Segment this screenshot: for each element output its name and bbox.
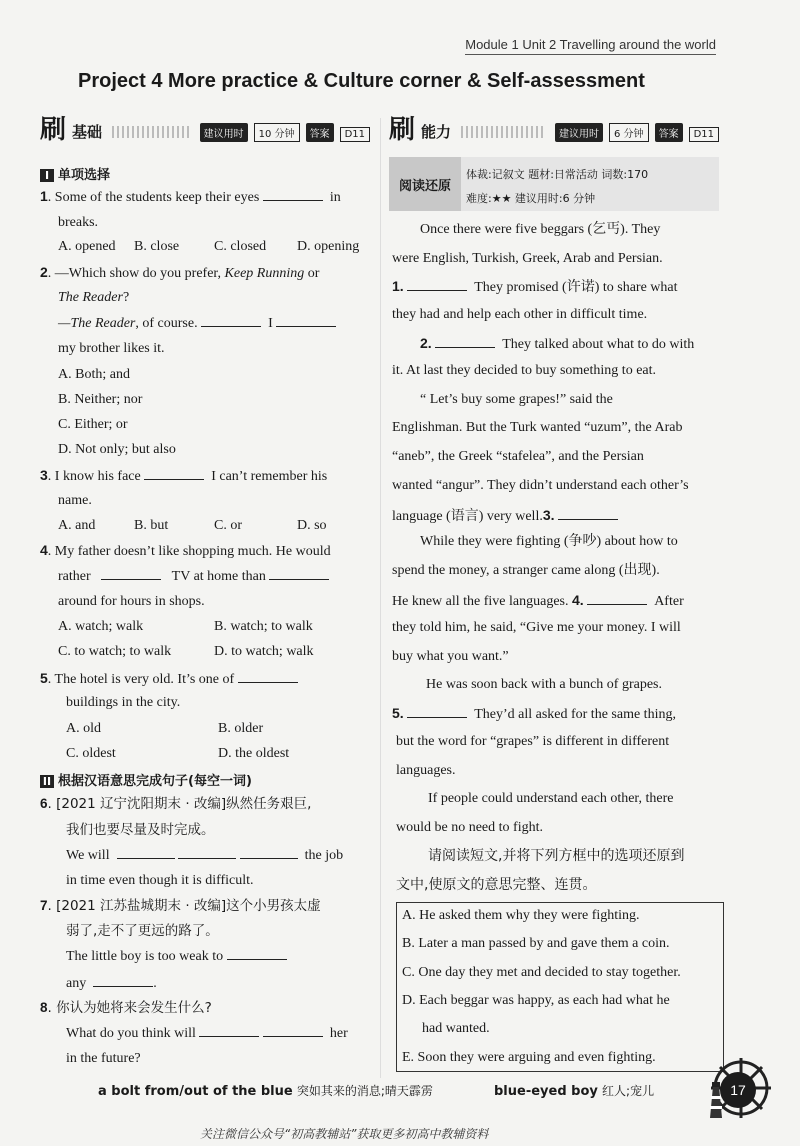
answer-value: D11 — [689, 127, 719, 142]
passage-line: 5. They’d all asked for the same thing, — [392, 705, 676, 722]
info-line: 难度:★★ 建议用时:6 分钟 — [466, 192, 596, 205]
option-c: C. One day they met and decided to stay together. — [402, 965, 681, 980]
answer-value: D11 — [340, 127, 370, 142]
question-text: rather TV at home than — [58, 567, 329, 586]
question-text: in the future? — [66, 1051, 141, 1066]
answer-blank[interactable] — [276, 314, 336, 327]
option: C. Either; or — [58, 417, 128, 432]
answer-blank[interactable] — [587, 592, 647, 605]
section-header-basic — [40, 115, 370, 145]
passage-line: “ Let’s buy some grapes!” said the — [420, 392, 613, 407]
question-text: 弱了,走不了更远的路了。 — [66, 923, 219, 939]
option: A. watch; walk — [58, 619, 144, 634]
option: C. or — [214, 518, 242, 533]
question-3: 3. I know his face I can’t remember his — [40, 467, 328, 484]
question-text: breaks. — [58, 215, 99, 230]
question-1: 1. Some of the students keep their eyes in — [40, 188, 341, 205]
answer-tag: 答案 — [655, 123, 683, 142]
section-sub: 能力 — [421, 123, 452, 141]
time-value: 10 分钟 — [254, 123, 300, 142]
question-text: The Reader? — [58, 290, 130, 305]
option: B. close — [134, 239, 180, 254]
passage-line: but the word for “grapes” is different in different — [396, 734, 670, 749]
question-text: The little boy is too weak to — [66, 947, 287, 966]
question-8: 8. 你认为她将来会发生什么? — [40, 1000, 212, 1016]
options-box — [396, 902, 724, 1072]
passage-line: “aneb”, the Greek “stafelea”, and the Persian — [392, 449, 644, 464]
option: D. so — [297, 518, 327, 533]
option: B. older — [218, 721, 264, 736]
page-title: Project 4 More practice & Culture corner & Self-assessment — [78, 70, 645, 92]
option: B. but — [134, 518, 169, 533]
answer-blank[interactable] — [93, 974, 153, 987]
answer-blank[interactable] — [240, 846, 298, 859]
passage-line: spend the money, a stranger came along (出现). — [392, 563, 660, 578]
question-text: any . — [66, 976, 157, 991]
question-text: around for hours in shops. — [58, 594, 205, 609]
answer-blank[interactable] — [435, 335, 495, 348]
instruction-line: 文中,使原文的意思完整、连贯。 — [396, 877, 597, 893]
option: A. and — [58, 518, 96, 533]
answer-blank[interactable] — [199, 1024, 259, 1037]
option-d-cont: had wanted. — [422, 1021, 490, 1036]
question-text: —The Reader, of course. I — [58, 314, 336, 333]
passage-line: Once there were five beggars (乞丐). They — [420, 222, 661, 237]
option: C. to watch; to walk — [58, 644, 172, 659]
question-text: name. — [58, 493, 92, 508]
passage-line: it. At last they decided to buy something to eat. — [392, 363, 657, 378]
section-header-ability — [389, 115, 719, 145]
question-text: What do you think will her — [66, 1026, 348, 1041]
option-e: E. Soon they were arguing and even fighting. — [402, 1050, 656, 1065]
option: D. to watch; walk — [214, 644, 314, 659]
passage-line: were English, Turkish, Greek, Arab and Persian. — [392, 251, 663, 266]
running-header: Module 1 Unit 2 Travelling around the world — [465, 37, 716, 55]
info-line: 体裁:记叙文 题材:日常活动 词数:170 — [466, 168, 649, 181]
question-text: We will the job — [66, 848, 344, 863]
question-4: 4. My father doesn’t like shopping much. He would — [40, 542, 331, 559]
dotted-rule — [461, 126, 545, 138]
question-text: in time even though it is difficult. — [66, 873, 254, 888]
question-text: 我们也要尽量及时完成。 — [66, 822, 215, 838]
idiom-1: a bolt from/out of the blue 突如其来的消息;晴天霹雳 — [98, 1084, 433, 1099]
watermark: 关注微信公众号“初高教辅站”获取更多初高中教辅资料 — [200, 1127, 489, 1141]
passage-line: wanted “angur”. They didn’t understand each other’s — [392, 478, 689, 493]
section-shua: 刷 — [40, 115, 67, 145]
option: D. the oldest — [218, 746, 290, 761]
question-7: 7. [2021 江苏盐城期末 · 改编]这个小男孩太虚 — [40, 898, 321, 914]
question-text: buildings in the city. — [66, 695, 181, 710]
time-value: 6 分钟 — [609, 123, 649, 142]
passage-line: He knew all the five languages. 4. After — [392, 592, 684, 609]
option: B. Neither; nor — [58, 392, 143, 407]
section-shua: 刷 — [389, 115, 416, 145]
passage-line: If people could understand each other, there — [428, 791, 674, 806]
option: A. Both; and — [58, 367, 130, 382]
page-number: 17 — [720, 1072, 756, 1108]
info-label: 阅读还原 — [389, 157, 461, 211]
option: C. oldest — [66, 746, 116, 761]
passage-line: would be no need to fight. — [396, 820, 543, 835]
answer-blank[interactable] — [269, 567, 329, 580]
option: C. closed — [214, 239, 267, 254]
answer-blank[interactable] — [558, 507, 618, 520]
passage-line: While they were fighting (争吵) about how to — [420, 534, 678, 549]
idiom-2: blue-eyed boy 红人;宠儿 — [494, 1084, 655, 1099]
answer-blank[interactable] — [263, 188, 323, 201]
option-a: A. He asked them why they were fighting. — [402, 908, 640, 923]
time-tag: 建议用时 — [555, 123, 603, 142]
question-6: 6. [2021 辽宁沈阳期末 · 改编]纵然任务艰巨, — [40, 796, 312, 812]
question-5: 5. The hotel is very old. It’s one of — [40, 669, 298, 689]
answer-blank[interactable] — [201, 314, 261, 327]
passage-line: buy what you want.” — [392, 649, 509, 664]
answer-blank[interactable] — [263, 1024, 323, 1037]
passage-line: languages. — [396, 763, 456, 778]
passage-line: 2. They talked about what to do with — [420, 335, 695, 352]
answer-blank[interactable] — [407, 705, 467, 718]
option: B. watch; to walk — [214, 619, 313, 634]
passage-line: language (语言) very well.3. — [392, 506, 618, 526]
part-heading: II 根据汉语意思完成句子(每空一词) — [40, 770, 252, 789]
option-b: B. Later a man passed by and gave them a coin. — [402, 936, 670, 951]
question-text: my brother likes it. — [58, 341, 165, 356]
passage-line: 1. They promised (许诺) to share what — [392, 278, 678, 295]
answer-blank[interactable] — [178, 846, 236, 859]
section-sub: 基础 — [72, 123, 103, 141]
passage-line: they told him, he said, “Give me your money. I will — [392, 620, 681, 635]
option: D. Not only; but also — [58, 442, 176, 457]
lighthouse-icon — [705, 1080, 727, 1120]
answer-blank[interactable] — [227, 947, 287, 960]
column-divider — [380, 118, 381, 1078]
option: D. opening — [297, 239, 360, 254]
answer-blank[interactable] — [144, 467, 204, 480]
answer-blank[interactable] — [238, 670, 298, 683]
passage-line: Englishman. But the Turk wanted “uzum”, the Arab — [392, 420, 683, 435]
passage-line: they had and help each other in difficult time. — [392, 307, 648, 322]
answer-tag: 答案 — [306, 123, 334, 142]
answer-blank[interactable] — [117, 846, 175, 859]
time-tag: 建议用时 — [200, 123, 248, 142]
question-2: 2. —Which show do you prefer, Keep Running or — [40, 264, 320, 281]
part-heading: I 单项选择 — [40, 164, 110, 183]
answer-blank[interactable] — [101, 567, 161, 580]
option: A. old — [66, 721, 101, 736]
option: A. opened — [58, 239, 116, 254]
instruction-line: 请阅读短文,并将下列方框中的选项还原到 — [428, 848, 685, 864]
option-d: D. Each beggar was happy, as each had what he — [402, 993, 670, 1008]
answer-blank[interactable] — [407, 278, 467, 291]
passage-line: He was soon back with a bunch of grapes. — [426, 677, 662, 692]
dotted-rule — [112, 126, 190, 138]
